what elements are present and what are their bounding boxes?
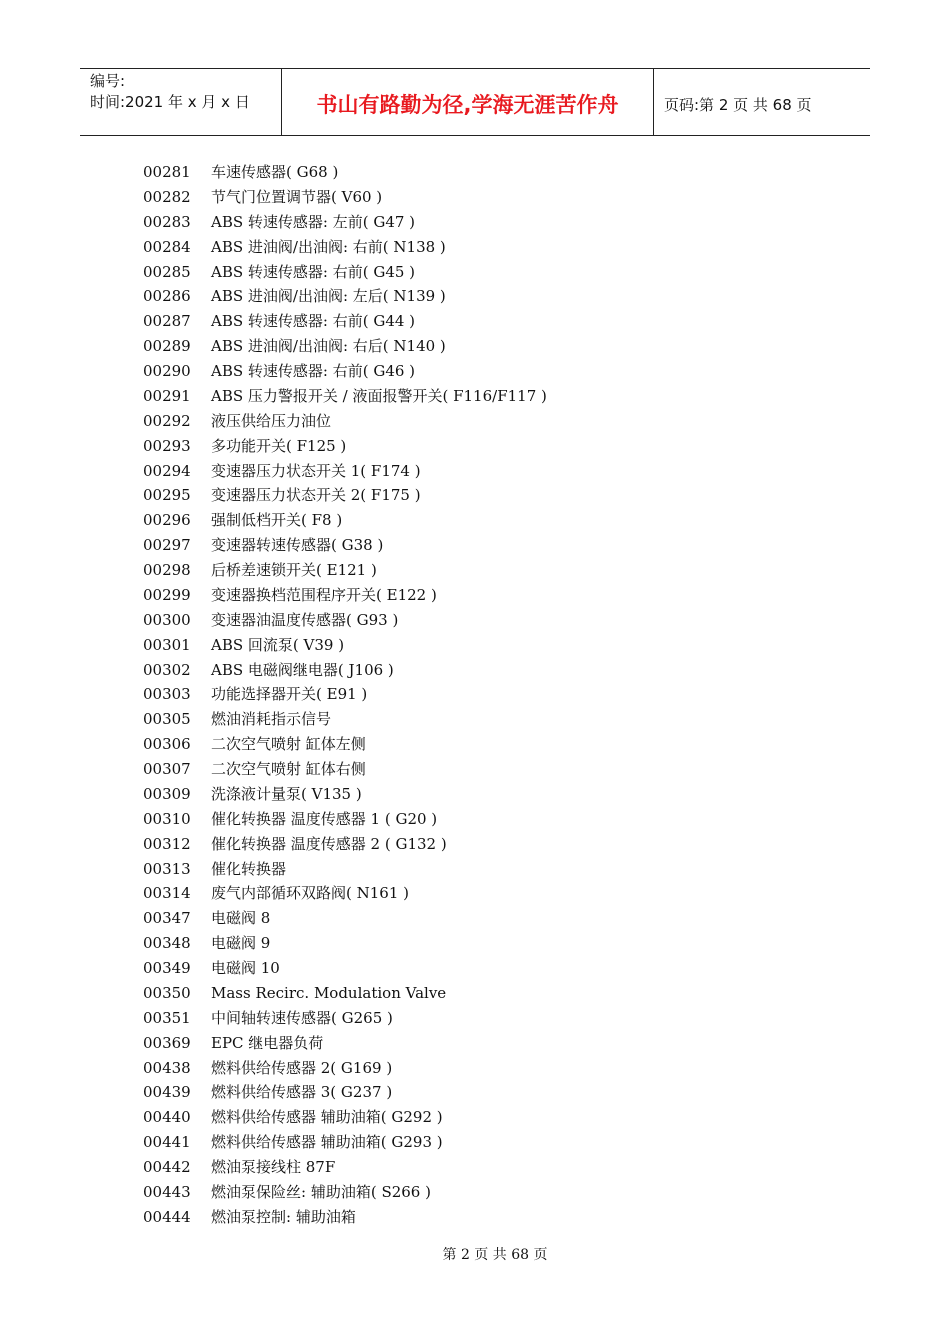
fault-description: 洗涤液计量泵( V135 ) <box>211 784 362 803</box>
fault-description: 电磁阀 8 <box>211 909 271 928</box>
fault-code: 00314 <box>143 884 191 903</box>
fault-code: 00310 <box>143 809 191 828</box>
fault-code: 00286 <box>143 287 191 306</box>
fault-description: 燃油泵接线柱 87F <box>211 1158 336 1176</box>
list-item <box>143 906 843 931</box>
fault-code: 00283 <box>143 212 191 231</box>
fault-description: ABS 进油阀/出油阀: 右前( N138 ) <box>211 237 446 256</box>
fault-code: 00292 <box>143 411 191 430</box>
document-date-label: 时间:2021 年 x 月 x 日 <box>90 93 250 111</box>
list-item <box>143 583 843 608</box>
fault-description: 强制低档开关( F8 ) <box>211 511 343 530</box>
fault-description: 催化转换器 温度传感器 1 ( G20 ) <box>211 809 438 828</box>
list-item <box>143 160 843 185</box>
fault-description: ABS 转速传感器: 左前( G47 ) <box>211 212 416 231</box>
fault-code: 00349 <box>143 959 191 977</box>
fault-description: ABS 压力警报开关 / 液面报警开关( F116/F117 ) <box>211 386 547 405</box>
fault-code: 00350 <box>143 983 191 1002</box>
fault-code: 00438 <box>143 1058 191 1077</box>
fault-description: 燃油消耗指示信号 <box>211 710 332 729</box>
fault-code: 00439 <box>143 1083 191 1102</box>
list-item <box>143 1130 843 1155</box>
fault-description: 燃料供给传感器 2( G169 ) <box>211 1058 393 1077</box>
fault-code: 00369 <box>143 1033 191 1052</box>
list-item <box>143 782 843 807</box>
fault-code-list <box>143 160 843 1230</box>
fault-description: 二次空气喷射 缸体右侧 <box>211 760 366 778</box>
list-item <box>143 757 843 782</box>
fault-code: 00442 <box>143 1158 191 1176</box>
fault-description: ABS 回流泵( V39 ) <box>211 635 345 654</box>
list-item <box>143 1031 843 1056</box>
list-item <box>143 1006 843 1031</box>
fault-code: 00351 <box>143 1008 191 1027</box>
fault-code: 00296 <box>143 511 191 530</box>
header-page-info <box>654 69 870 135</box>
fault-description: Mass Recirc. Modulation Valve <box>211 983 447 1002</box>
fault-description: 节气门位置调节器( V60 ) <box>211 187 383 206</box>
list-item <box>143 956 843 981</box>
fault-code: 00293 <box>143 436 191 455</box>
list-item <box>143 608 843 633</box>
fault-code: 00313 <box>143 859 191 878</box>
fault-code: 00298 <box>143 561 191 579</box>
header-page-info-text: 页码:第 2 页 共 68 页 <box>664 95 812 114</box>
document-number-label: 编号: <box>90 72 126 90</box>
list-item <box>143 409 843 434</box>
fault-code: 00284 <box>143 237 191 256</box>
fault-description: 多功能开关( F125 ) <box>211 436 347 455</box>
list-item <box>143 707 843 732</box>
fault-description: 变速器换档范围程序开关( E122 ) <box>211 585 437 604</box>
list-item <box>143 732 843 757</box>
list-item <box>143 459 843 484</box>
list-item <box>143 682 843 707</box>
list-item <box>143 1056 843 1081</box>
list-item <box>143 981 843 1006</box>
fault-description: 车速传感器( G68 ) <box>211 163 339 181</box>
fault-code: 00281 <box>143 163 191 181</box>
fault-description: 变速器压力状态开关 1( F174 ) <box>211 461 421 480</box>
list-item <box>143 185 843 210</box>
list-item <box>143 633 843 658</box>
fault-description: ABS 转速传感器: 右前( G45 ) <box>211 262 416 281</box>
list-item <box>143 359 843 384</box>
fault-code: 00290 <box>143 362 191 380</box>
fault-code: 00285 <box>143 262 191 281</box>
page-header <box>80 68 870 136</box>
fault-description: ABS 转速传感器: 右前( G44 ) <box>211 312 416 331</box>
header-motto: 书山有路勤为径,学海无涯苦作舟 <box>282 69 654 135</box>
fault-code: 00287 <box>143 312 191 331</box>
fault-code: 00443 <box>143 1182 191 1201</box>
fault-description: 催化转换器 <box>211 859 287 878</box>
list-item <box>143 1180 843 1205</box>
fault-description: 电磁阀 10 <box>211 959 280 977</box>
page-footer: 第 2 页 共 68 页 <box>442 1247 548 1263</box>
list-item <box>143 558 843 583</box>
fault-description: ABS 进油阀/出油阀: 右后( N140 ) <box>211 337 446 356</box>
list-item <box>143 483 843 508</box>
list-item <box>143 658 843 683</box>
fault-code: 00282 <box>143 187 191 206</box>
fault-description: 后桥差速锁开关( E121 ) <box>211 561 377 579</box>
fault-description: 催化转换器 温度传感器 2 ( G132 ) <box>211 834 447 853</box>
fault-description: 废气内部循环双路阀( N161 ) <box>211 884 409 903</box>
fault-code: 00347 <box>143 909 191 928</box>
fault-code: 00289 <box>143 337 191 356</box>
fault-description: 燃料供给传感器 3( G237 ) <box>211 1083 393 1102</box>
fault-description: 功能选择器开关( E91 ) <box>211 685 368 704</box>
fault-code: 00294 <box>143 461 191 480</box>
list-item <box>143 881 843 906</box>
list-item <box>143 210 843 235</box>
fault-description: 燃料供给传感器 辅助油箱( G293 ) <box>211 1133 443 1152</box>
fault-code: 00297 <box>143 536 191 555</box>
fault-code: 00307 <box>143 760 191 778</box>
list-item <box>143 931 843 956</box>
list-item <box>143 1155 843 1180</box>
fault-description: 电磁阀 9 <box>211 934 271 953</box>
fault-description: ABS 进油阀/出油阀: 左后( N139 ) <box>211 287 446 306</box>
fault-code: 00299 <box>143 585 191 604</box>
fault-description: ABS 电磁阀继电器( J106 ) <box>211 660 394 679</box>
list-item <box>143 533 843 558</box>
fault-code: 00302 <box>143 660 191 679</box>
list-item <box>143 1205 843 1230</box>
fault-description: 变速器油温度传感器( G93 ) <box>211 610 399 629</box>
fault-code: 00441 <box>143 1133 191 1152</box>
fault-code: 00444 <box>143 1207 191 1226</box>
fault-code: 00301 <box>143 635 191 654</box>
fault-description: 燃油泵控制: 辅助油箱 <box>211 1207 356 1226</box>
list-item <box>143 832 843 857</box>
fault-code: 00440 <box>143 1108 191 1127</box>
list-item <box>143 1105 843 1130</box>
fault-code: 00348 <box>143 934 191 953</box>
header-meta <box>80 69 282 135</box>
fault-description: 变速器压力状态开关 2( F175 ) <box>211 486 421 505</box>
fault-code: 00306 <box>143 735 191 754</box>
fault-code: 00295 <box>143 486 191 505</box>
list-item <box>143 508 843 533</box>
list-item <box>143 260 843 285</box>
fault-description: ABS 转速传感器: 右前( G46 ) <box>211 362 416 380</box>
list-item <box>143 384 843 409</box>
fault-code: 00305 <box>143 710 191 729</box>
list-item <box>143 334 843 359</box>
fault-code: 00303 <box>143 685 191 704</box>
fault-description: 燃油泵保险丝: 辅助油箱( S266 ) <box>211 1182 431 1201</box>
list-item <box>143 807 843 832</box>
fault-description: 液压供给压力油位 <box>211 411 332 430</box>
list-item <box>143 235 843 260</box>
fault-code: 00291 <box>143 386 191 405</box>
fault-code: 00312 <box>143 834 191 853</box>
fault-description: 中间轴转速传感器( G265 ) <box>211 1008 393 1027</box>
fault-description: 二次空气喷射 缸体左侧 <box>211 735 366 754</box>
list-item <box>143 434 843 459</box>
list-item <box>143 1080 843 1105</box>
fault-description: 燃料供给传感器 辅助油箱( G292 ) <box>211 1108 443 1127</box>
fault-description: 变速器转速传感器( G38 ) <box>211 536 384 555</box>
list-item <box>143 857 843 882</box>
fault-description: EPC 继电器负荷 <box>211 1033 324 1052</box>
fault-code: 00300 <box>143 610 191 629</box>
list-item <box>143 309 843 334</box>
list-item <box>143 284 843 309</box>
fault-code: 00309 <box>143 784 191 803</box>
